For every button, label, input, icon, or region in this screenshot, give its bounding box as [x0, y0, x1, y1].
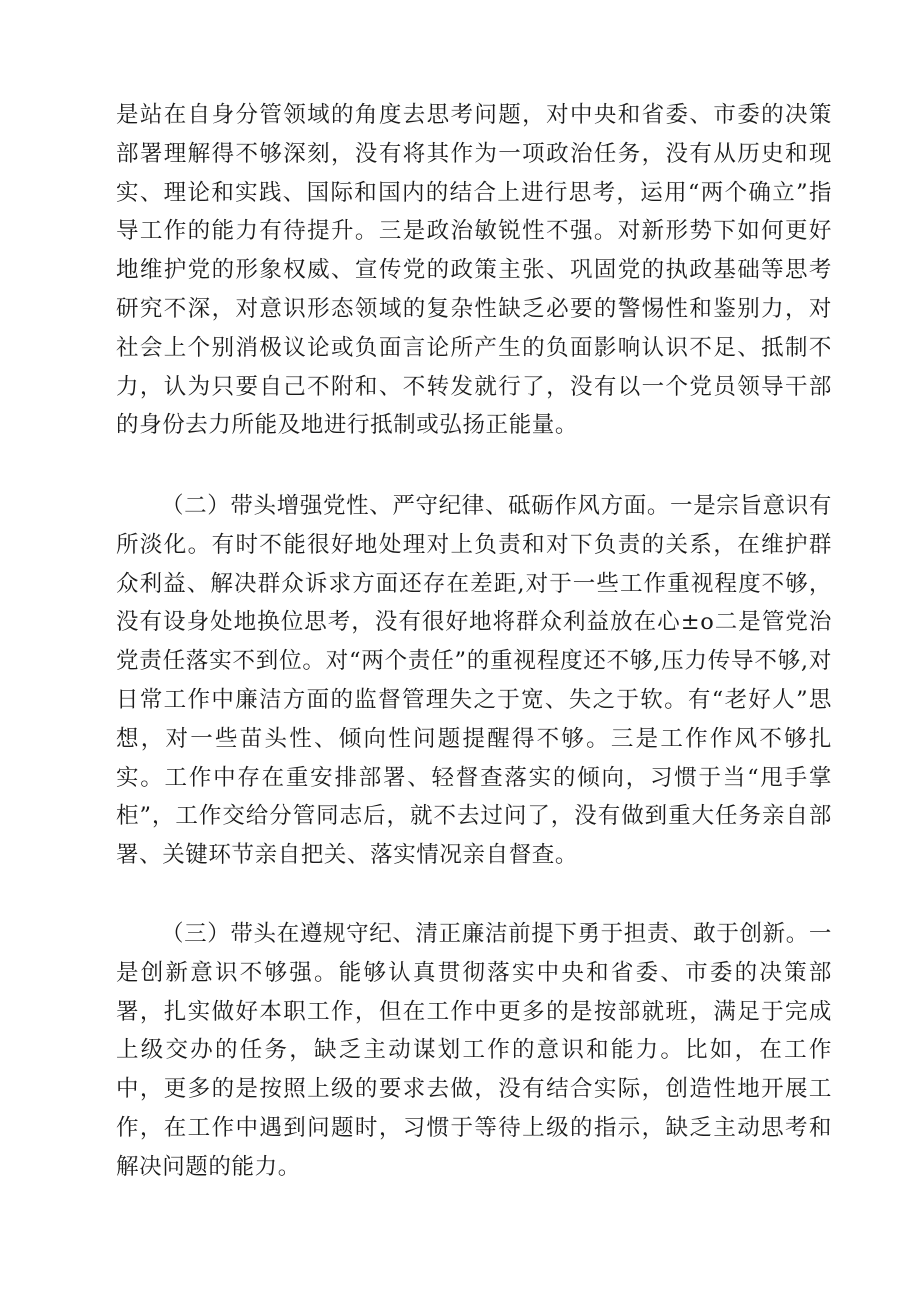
paragraph-section-three [116, 915, 832, 1187]
paragraph-text: （三）带头在遵规守纪、清正廉洁前提下勇于担责、敢于创新。一是创新意识不够强。能够认真贯彻落实中央和省委、市委的决策部署，扎实做好本职工作，但在工作中更多的是按部就班，满足于完成上级交办的任务，缺乏主动谋划工作的意识和能力。比如，在工作中，更多的是按照上级的要求去做，没有结合实际，创造性地开展工作，在工作中遇到问题时，习惯于等待上级的指示，缺乏主动思考和解决问题的能力。 [116, 921, 832, 1180]
paragraph-section-two [116, 487, 832, 875]
paragraph-continuation [116, 96, 832, 445]
paragraph-text: （二）带头增强党性、严守纪律、砥砺作风方面。一是宗旨意识有所淡化。有时不能很好地处理对上负责和对下负责的关系，在维护群众利益、解决群众诉求方面还存在差距,对于一些工作重视程度不够，没有设身处地换位思考，没有很好地将群众利益放在心±o二是管党治党责任落实不到位。对“两个责任”的重视程度还不够,压力传导不够,对日常工作中廉洁方面的监督管理失之于宽、失之于软。有“老好人”思想，对一些苗头性、倾向性问题提醒得不够。三是工作作风不够扎实。工作中存在重安排部署、轻督查落实的倾向，习惯于当“甩手掌柜”，工作交给分管同志后，就不去过问了，没有做到重大任务亲自部署、关键环节亲自把关、落实情况亲自督查。 [116, 493, 832, 869]
paragraph-text: 是站在自身分管领域的角度去思考问题，对中央和省委、市委的决策部署理解得不够深刻，没有将其作为一项政治任务，没有从历史和现实、理论和实践、国际和国内的结合上进行思考，运用“两个确立”指导工作的能力有待提升。三是政治敏锐性不强。对新形势下如何更好地维护党的形象权威、宣传党的政策主张、巩固党的执政基础等思考研究不深，对意识形态领域的复杂性缺乏必要的警惕性和鉴别力，对社会上个别消极议论或负面言论所产生的负面影响认识不足、抵制不力，认为只要自己不附和、不转发就行了，没有以一个党员领导干部的身份去力所能及地进行抵制或弘扬正能量。 [116, 102, 832, 439]
